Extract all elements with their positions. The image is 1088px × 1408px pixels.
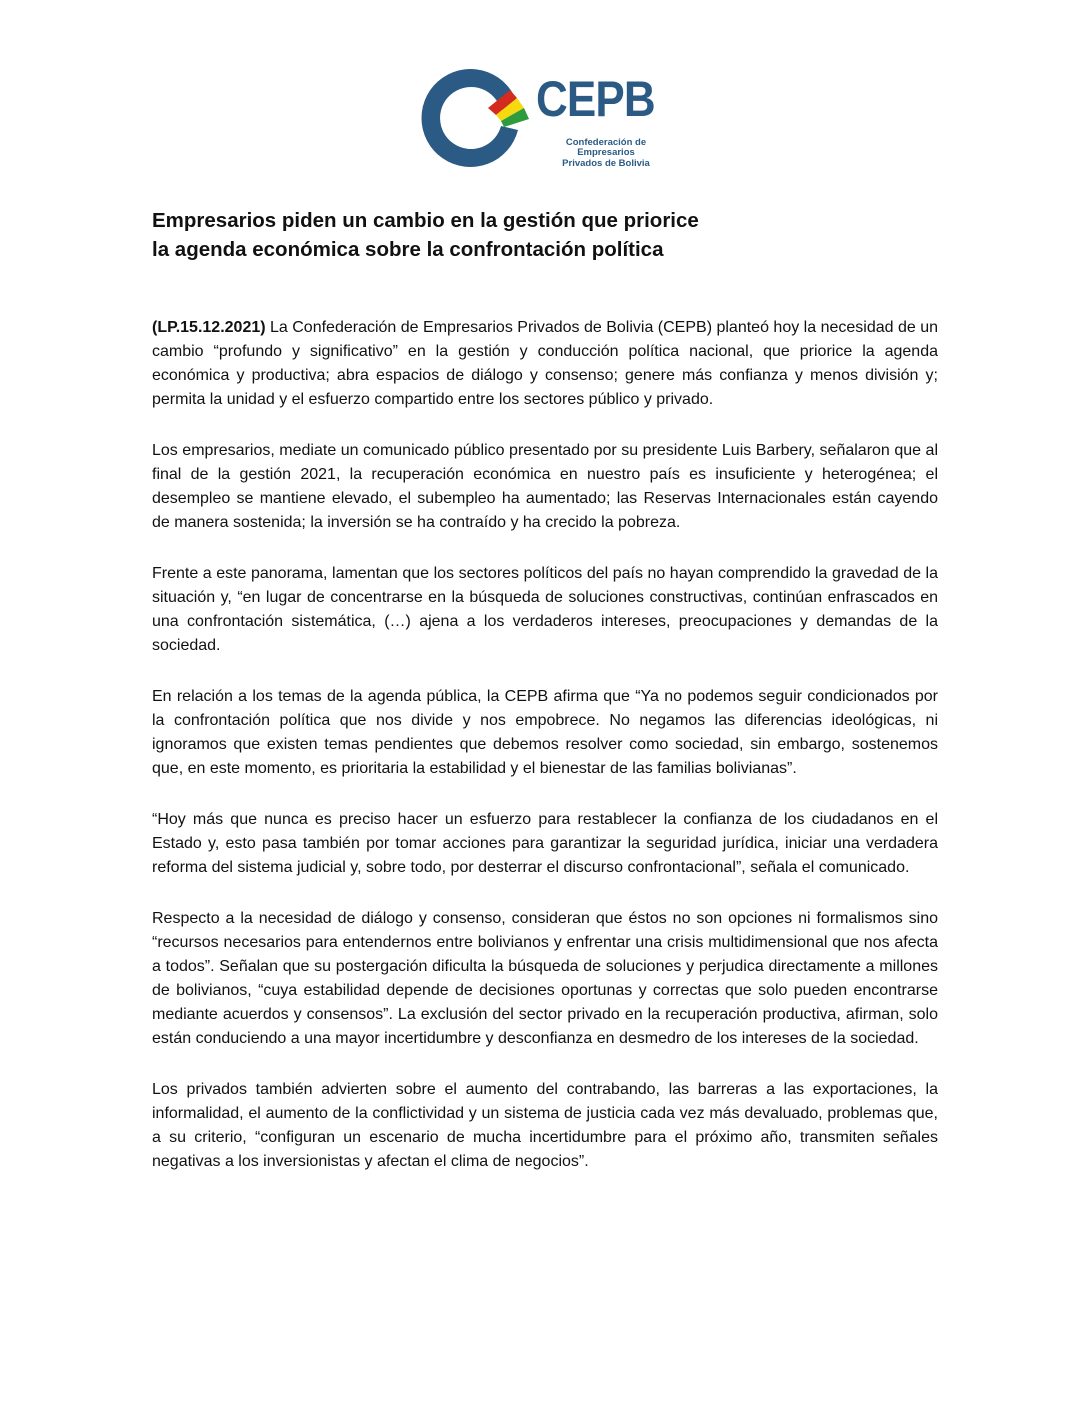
paragraph-6: Respecto a la necesidad de diálogo y consenso, consideran que éstos no son opciones ni formalismos sino “recursos necesarios para entendernos entre bolivianos y enfrentar una crisis multidimensional que nos afecta a todos”. Señalan que su postergación dificulta la búsqueda de soluciones y perjudica directamente a millones de bolivianos, “cuya estabilidad depende de decisiones oportunas y correctas que solo pueden encontrarse mediante acuerdos y consensos”. La exclusión del sector privado en la recuperación productiva, afirman, solo están conduciendo a una mayor incertidumbre y desconfianza en desmedro de los intereses de la sociedad.	[152, 910, 938, 1047]
logo-subtitle-line2: Privados de Bolivia	[562, 157, 650, 169]
cepb-logo	[418, 68, 674, 168]
document-title	[152, 206, 952, 264]
title-line-2: la agenda económica sobre la confrontación política	[152, 238, 664, 261]
dateline: (LP.15.12.2021)	[152, 319, 266, 336]
paragraph-2: Los empresarios, mediate un comunicado público presentado por su presidente Luis Barbery, señalaron que al final de la gestión 2021, la recuperación económica en nuestro país es insuficiente y heterogénea; el desempleo se mantiene elevado, el subempleo ha aumentado; las Reservas Internacionales están cayendo de manera sostenida; la inversión se ha contraído y ha crecido la pobreza.	[152, 442, 938, 531]
logo-subtitle	[536, 138, 676, 169]
paragraph-1	[152, 316, 938, 412]
paragraph-3: Frente a este panorama, lamentan que los sectores políticos del país no hayan comprendido la gravedad de la situación y, “en lugar de concentrarse en la búsqueda de soluciones constructivas, continúan enfrascados en una confrontación sistemática, (…) ajena a los verdaderos intereses, preocupaciones y demandas de la sociedad.	[152, 565, 938, 654]
paragraph-5: “Hoy más que nunca es preciso hacer un esfuerzo para restablecer la confianza de los ciudadanos en el Estado y, esto pasa también por tomar acciones para garantizar la seguridad jurídica, iniciar una verdadera reforma del sistema judicial y, sobre todo, por desterrar el discurso confrontacional”, señala el comunicado.	[152, 811, 938, 876]
title-line-1: Empresarios piden un cambio en la gestión que priorice	[152, 209, 699, 232]
cepb-c-emblem-icon	[418, 68, 538, 168]
document-body	[152, 316, 938, 1201]
paragraph-4: En relación a los temas de la agenda pública, la CEPB afirma que “Ya no podemos seguir condicionados por la confrontación política que nos divide y nos empobrece. No negamos las diferencias ideológicas, ni ignoramos que existen temas pendientes que debemos resolver como sociedad, sin embargo, sostenemos que, en este momento, es prioritaria la estabilidad y el bienestar de las familias bolivianas”.	[152, 688, 938, 777]
paragraph-7: Los privados también advierten sobre el aumento del contrabando, las barreras a las exportaciones, la informalidad, el aumento de la conflictividad y un sistema de justicia cada vez más devaluado, problemas que, a su criterio, “configuran un escenario de mucha incertidumbre para el próximo año, transmiten señales negativas a los inversionistas y afectan el clima de negocios”.	[152, 1081, 938, 1170]
paragraph-1-text: La Confederación de Empresarios Privados de Bolivia (CEPB) planteó hoy la necesidad de un cambio “profundo y significativo” en la gestión y conducción política nacional, que priorice la agenda económica y productiva; abra espacios de diálogo y consenso; genere más confianza y menos división y; permita la unidad y el esfuerzo compartido entre los sectores público y privado.	[152, 319, 938, 408]
logo-wordmark: CEPB	[536, 71, 655, 127]
logo-subtitle-line1: Confederación de Empresarios	[565, 137, 647, 159]
